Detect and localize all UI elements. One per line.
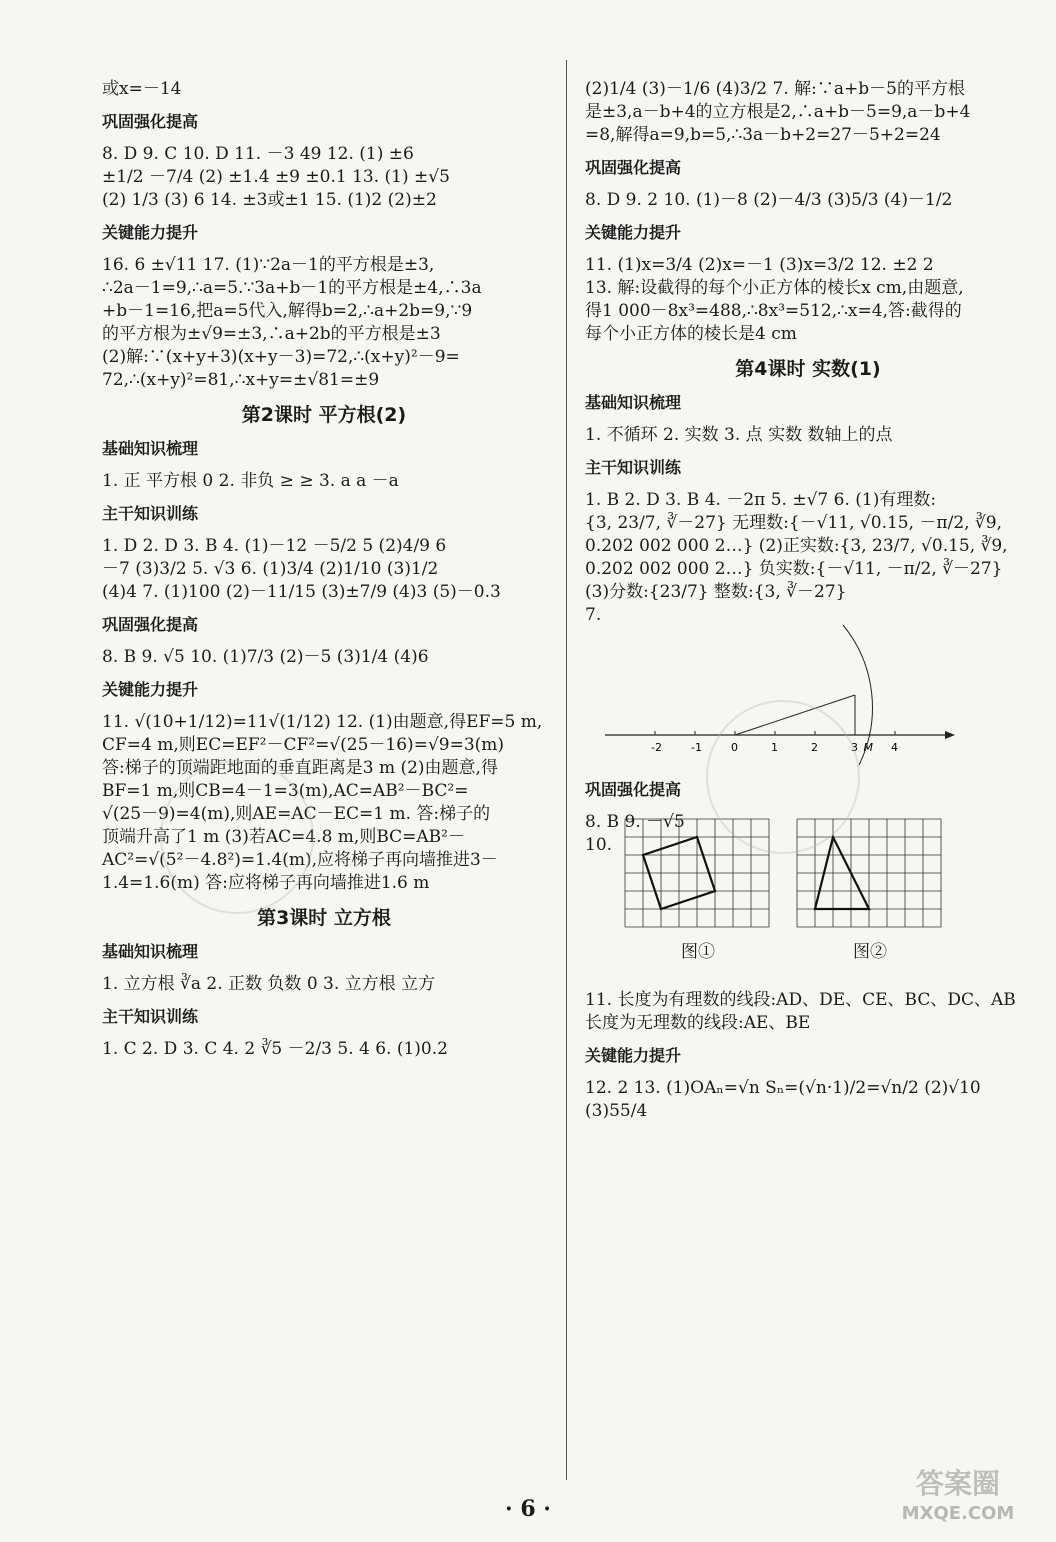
- tick-label: -2: [651, 741, 662, 754]
- axis-arrow: [945, 731, 955, 739]
- grid-caption-1: 图①: [681, 942, 715, 962]
- tick-label: 3: [851, 741, 858, 754]
- left-column: [102, 78, 546, 1061]
- answer-line: 11. √(10+1/12)=11√(1/12) 12. (1)由题意,得EF=5 m,: [102, 712, 543, 732]
- answer-line: 13. 解:设截得的每个小正方体的棱长x cm,由题意,: [585, 278, 964, 298]
- section-heading: 基础知识梳理: [102, 439, 199, 458]
- answer-line: 顶端升高了1 m (3)若AC=4.8 m,则BC=AB²－: [102, 827, 465, 847]
- watermark-logo: [878, 1466, 1038, 1536]
- tick-label: 1: [771, 741, 778, 754]
- answer-line: 1.4=1.6(m) 答:应将梯子再向墙推进1.6 m: [102, 873, 430, 893]
- answer-line: 1. D 2. D 3. B 4. (1)－12 －5/2 5 (2)4/9 6: [102, 536, 447, 556]
- answer-line: 长度为无理数的线段:AE、BE: [585, 1013, 811, 1033]
- answer-line: ∴2a－1=9,∴a=5.∵3a+b－1的平方根是±4,∴3a: [102, 278, 482, 298]
- answer-line: 是±3,a－b+4的立方根是2,∴a+b－5=9,a－b+4: [585, 102, 971, 122]
- right-column: [585, 78, 1031, 1123]
- answer-line: (2)1/4 (3)－1/6 (4)3/2 7. 解:∵a+b－5的平方根: [585, 79, 965, 99]
- tick-label: -1: [691, 741, 702, 754]
- answer-line: (2)解:∵(x+y+3)(x+y－3)=72,∴(x+y)²－9=: [102, 347, 460, 367]
- answer-line: BF=1 m,则CB=4－1=3(m),AC=AB²－BC²=: [102, 781, 469, 801]
- section-heading: 基础知识梳理: [585, 393, 682, 412]
- lesson-title: 第3课时 立方根: [257, 907, 391, 929]
- stamp-mark: [706, 700, 860, 854]
- right-bottom-block: [585, 989, 1031, 1123]
- right-top-block: [585, 78, 1031, 627]
- tick-label: 4: [891, 741, 898, 754]
- answer-line: (4)4 7. (1)100 (2)－11/15 (3)±7/9 (4)3 (5)－0.3: [102, 582, 501, 602]
- answer-line: 1. 不循环 2. 实数 3. 点 实数 数轴上的点: [585, 425, 893, 445]
- answer-line: 8. B 9. －√5: [585, 812, 685, 832]
- tick-label: 0: [731, 741, 738, 754]
- answer-line: (2) 1/3 (3) 6 14. ±3或±1 15. (1)2 (2)±2: [102, 190, 437, 210]
- answer-line: AC²=√(5²－4.8²)=1.4(m),应将梯子再向墙推进3－: [102, 850, 498, 870]
- section-heading: 关键能力提升: [102, 680, 199, 699]
- answer-line: +b－1=16,把a=5代入,解得b=2,∴a+2b=9,∵9: [102, 301, 473, 321]
- answer-line: 8. B 9. √5 10. (1)7/3 (2)－5 (3)1/4 (4)6: [102, 647, 429, 667]
- section-heading: 巩固强化提高: [585, 158, 682, 177]
- answer-line: －7 (3)3/2 5. √3 6. (1)3/4 (2)1/10 (3)1/2: [102, 559, 439, 579]
- section-heading: 关键能力提升: [102, 223, 199, 242]
- answer-line: 12. 2 13. (1)OAₙ=√n Sₙ=(√n·1)/2=√n/2 (2)√10: [585, 1078, 981, 1098]
- answer-line: 8. D 9. 2 10. (1)－8 (2)－4/3 (3)5/3 (4)－1/2: [585, 190, 953, 210]
- answer-line: ±1/2 －7/4 (2) ±1.4 ±9 ±0.1 13. (1) ±√5: [102, 167, 450, 187]
- section-heading: 巩固强化提高: [102, 615, 199, 634]
- answer-line: 的平方根为±√9=±3,∴a+2b的平方根是±3: [102, 324, 441, 344]
- answer-line: 11. 长度为有理数的线段:AD、DE、CE、BC、DC、AB: [585, 990, 1016, 1010]
- tick-label: 2: [811, 741, 818, 754]
- answer-line: 得1 000－8x³=488,∴8x³=512,∴x=4,答:截得的: [585, 301, 962, 321]
- answer-line: 72,∴(x+y)²=81,∴x+y=±√81=±9: [102, 370, 380, 390]
- section-heading: 关键能力提升: [585, 223, 682, 242]
- answer-line: 0.202 002 000 2…} (2)正实数:{3, 23/7, √0.15, ∛9,: [585, 536, 1008, 556]
- section-heading: 主干知识训练: [102, 504, 199, 523]
- answer-line: (3)分数:{23/7} 整数:{3, ∛－27}: [585, 582, 847, 602]
- answer-line: √(25－9)=4(m),则AE=AC－EC=1 m. 答:梯子的: [102, 804, 491, 824]
- answer-line: 1. 立方根 ∛a 2. 正数 负数 0 3. 立方根 立方: [102, 974, 436, 994]
- watermark-title: 答案圈: [915, 1467, 1000, 1500]
- page-number: · 6 ·: [505, 1496, 551, 1522]
- section-heading: 巩固强化提高: [102, 112, 199, 131]
- answer-line: 答:梯子的顶端距地面的垂直距离是3 m (2)由题意,得: [102, 758, 498, 778]
- answer-line: 11. (1)x=3/4 (2)x=－1 (3)x=3/2 12. ±2 2: [585, 255, 934, 275]
- section-heading: 巩固强化提高: [585, 780, 682, 799]
- point-m-label: M: [863, 741, 873, 754]
- grid-figures: [585, 857, 1031, 989]
- section-heading: 主干知识训练: [585, 458, 682, 477]
- answer-line: 1. B 2. D 3. B 4. －2π 5. ±√7 6. (1)有理数:: [585, 490, 937, 510]
- section-heading: 关键能力提升: [585, 1046, 682, 1065]
- stamp-mark: [160, 760, 314, 914]
- answer-line: 或x=－14: [102, 79, 182, 99]
- section-heading: 主干知识训练: [102, 1007, 199, 1026]
- lesson-title: 第2课时 平方根(2): [241, 404, 407, 426]
- answer-line: 10.: [585, 835, 613, 855]
- answer-line: =8,解得a=9,b=5,∴3a－b+2=27－5+2=24: [585, 125, 941, 145]
- watermark-url: MXQE.COM: [901, 1503, 1015, 1524]
- answer-line: 0.202 002 000 2…} 负实数:{－√11, －π/2, ∛－27}: [585, 559, 1003, 579]
- answer-line: {3, 23/7, ∛－27} 无理数:{－√11, √0.15, －π/2, ∛9,: [585, 513, 1002, 533]
- answer-line: CF=4 m,则EC=EF²－CF²=√(25－16)=√9=3(m): [102, 735, 505, 755]
- section-heading: 基础知识梳理: [102, 942, 199, 961]
- answer-line: (3)55/4: [585, 1101, 648, 1121]
- grid-caption-2: 图②: [853, 942, 887, 962]
- answer-line: 16. 6 ±√11 17. (1)∵2a－1的平方根是±3,: [102, 255, 435, 275]
- column-divider: [566, 60, 567, 1480]
- answer-line: 每个小正方体的棱长是4 cm: [585, 324, 797, 344]
- answer-line: 8. D 9. C 10. D 11. －3 49 12. (1) ±6: [102, 144, 414, 164]
- lesson-title: 第4课时 实数(1): [735, 358, 881, 380]
- answer-line: 1. C 2. D 3. C 4. 2 ∛5 －2/3 5. 4 6. (1)0.2: [102, 1039, 448, 1059]
- answer-line: 7.: [585, 605, 602, 625]
- answer-line: 1. 正 平方根 0 2. 非负 ≥ ≥ 3. a a －a: [102, 471, 399, 491]
